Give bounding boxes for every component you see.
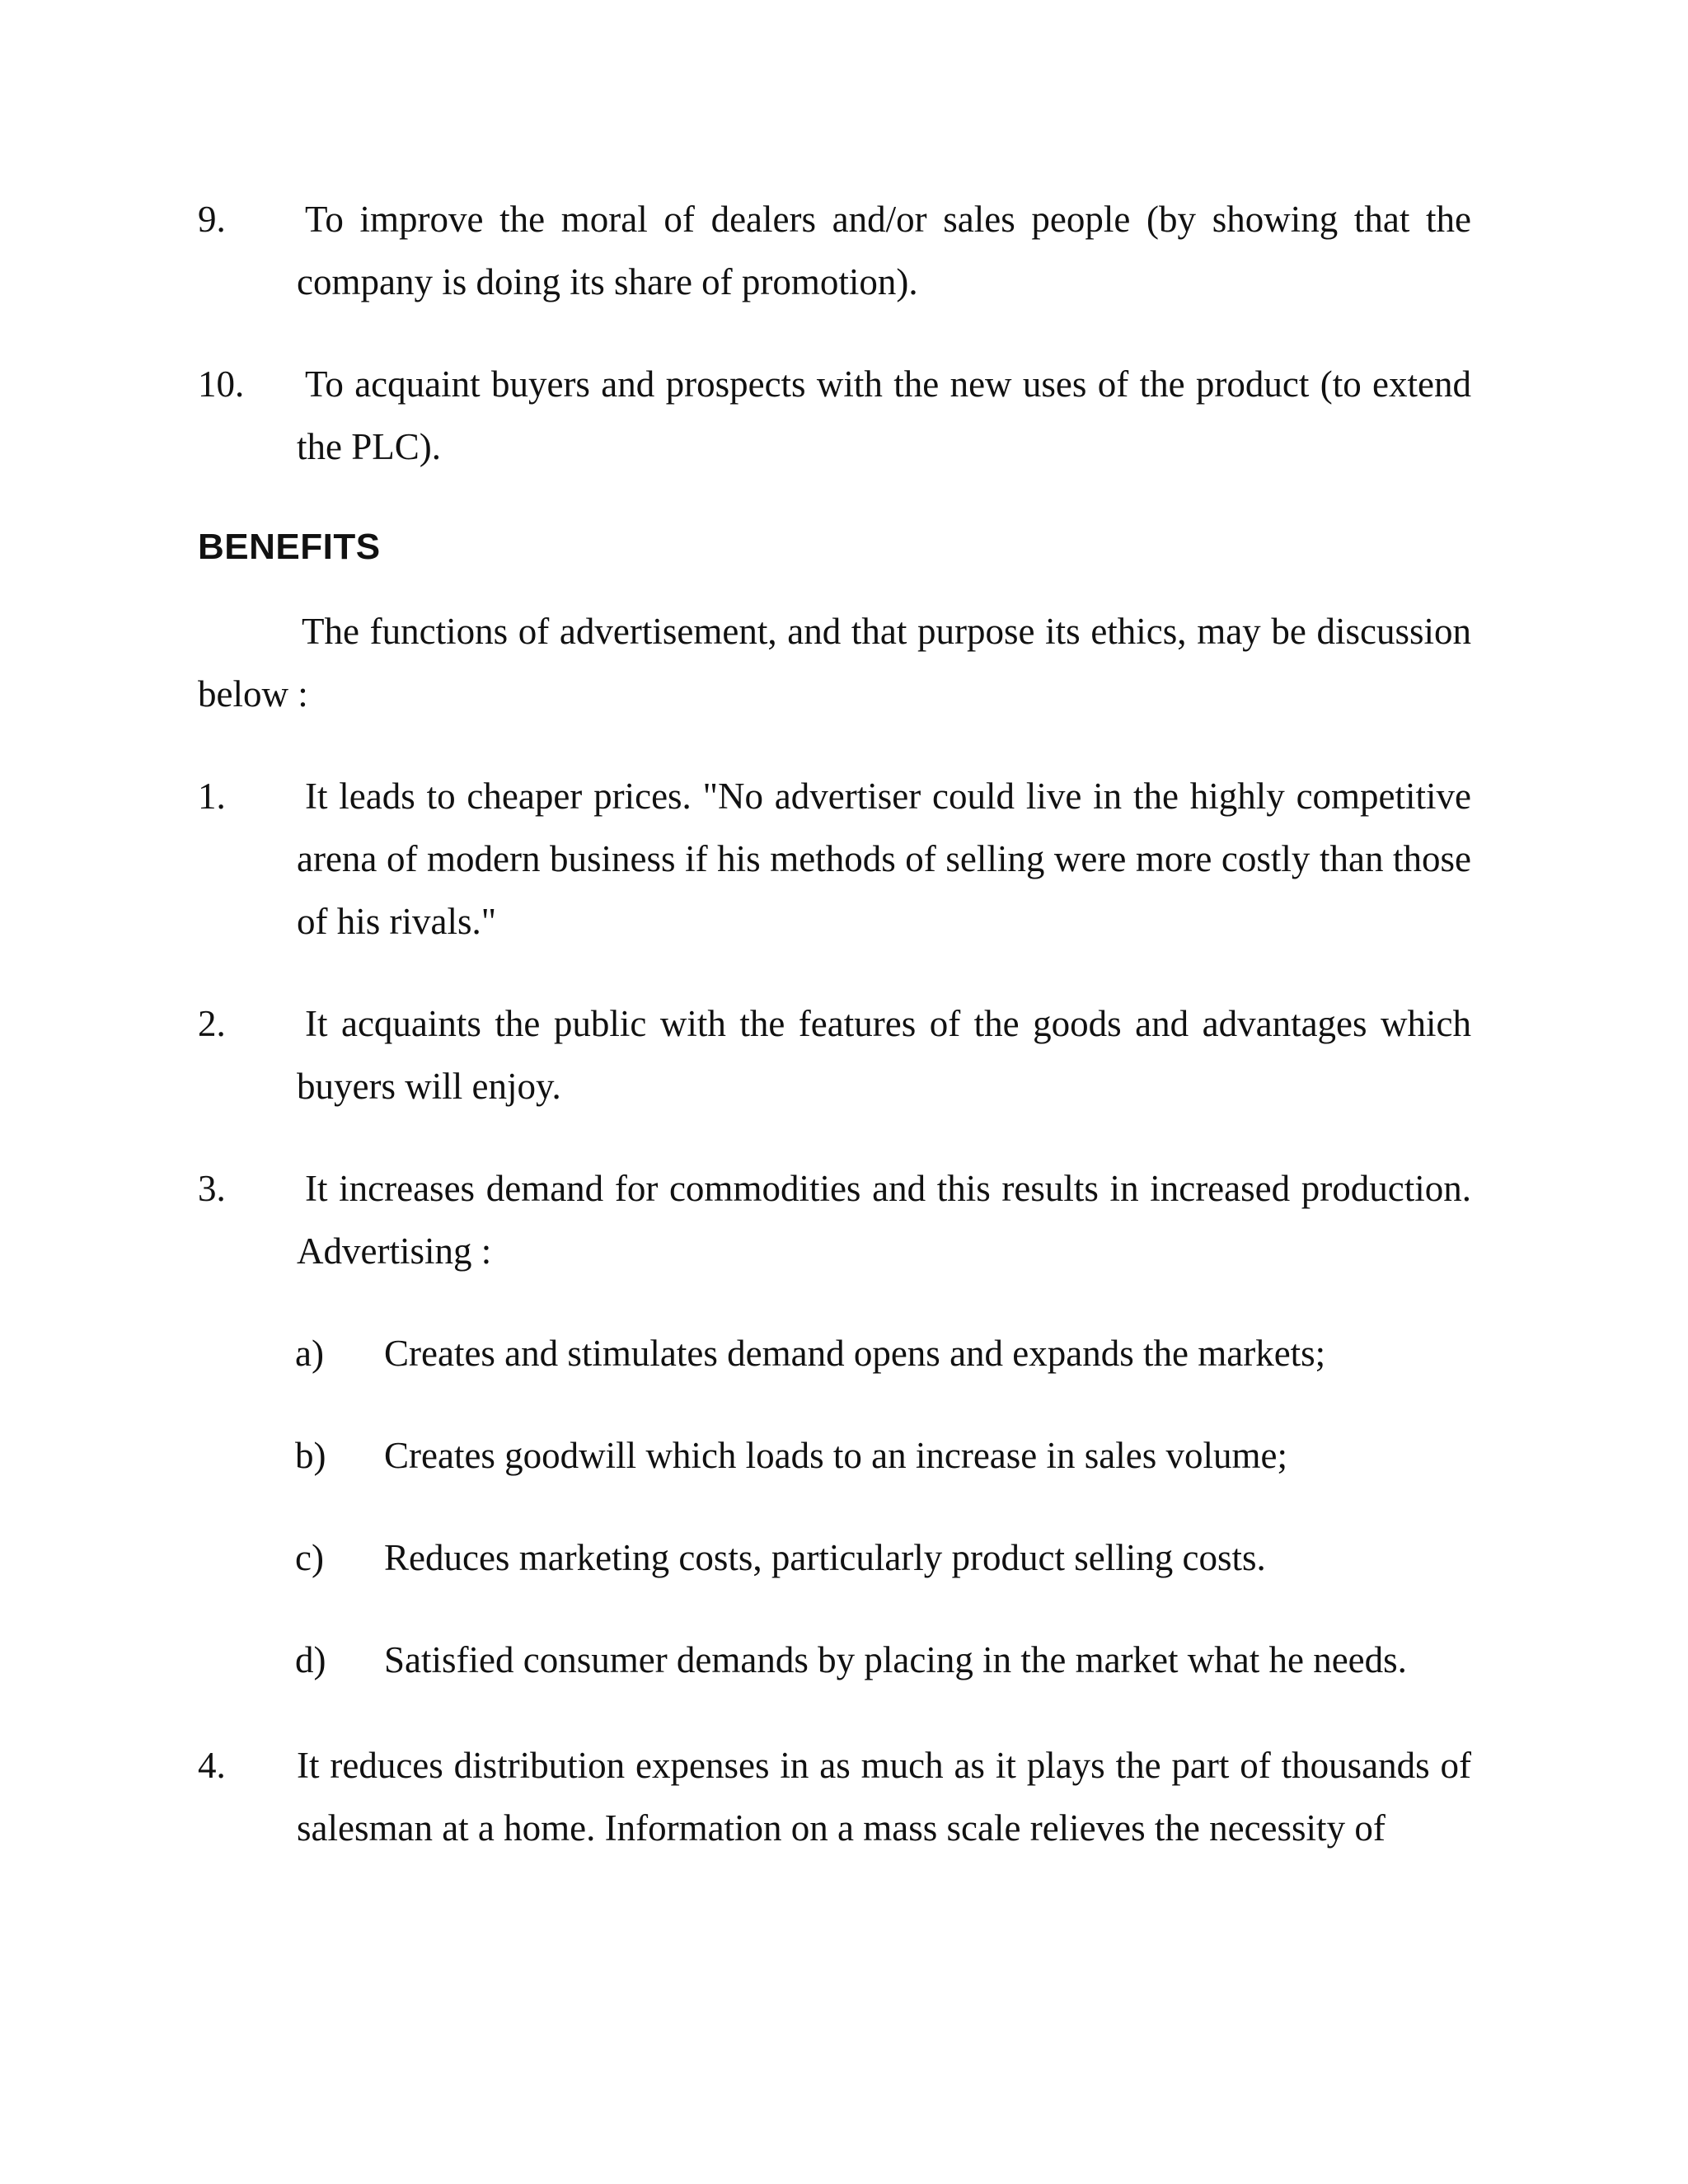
sub-item-d [295,1629,1471,1691]
sub-item-letter: b) [295,1435,326,1476]
list-item-10 [198,353,1471,478]
benefit-item-2 [198,992,1471,1118]
section-heading: BENEFITS [198,527,381,567]
item-number: 1. [198,776,226,817]
item-number: 9. [198,199,226,240]
item-text: It increases demand for commodities and this results in increased production. Advertising : [297,1168,1471,1272]
item-text: To acquaint buyers and prospects with the new uses of the product (to extend the PLC). [297,363,1471,467]
sub-item-letter: d) [295,1639,326,1680]
item-text: It acquaints the public with the features of the goods and advantages which buyers will enjoy. [297,1003,1471,1107]
item-number: 3. [198,1168,226,1209]
benefit-item-4 [198,1734,1471,1859]
sub-item-text: Satisfied consumer demands by placing in the market what he needs. [384,1639,1407,1680]
sub-item-letter: c) [295,1537,324,1578]
sub-item-letter: a) [295,1333,324,1374]
item-number: 10. [198,363,245,405]
item-text: It leads to cheaper prices. "No advertiser could live in the highly competitive arena of modern business if his methods of selling were more costly than those of his rivals." [297,776,1471,942]
intro-paragraph: The functions of advertisement, and that purpose its ethics, may be discussion below : [198,611,1471,715]
item-text: To improve the moral of dealers and/or sales people (by showing that the company is doing its share of promotion). [297,199,1471,302]
benefit-item-1 [198,765,1471,953]
sub-item-a [295,1322,1471,1385]
sub-item-text: Creates and stimulates demand opens and expands the markets; [384,1333,1326,1374]
sub-item-b [295,1424,1471,1487]
sub-item-c [295,1526,1471,1589]
item-number: 4. [198,1745,226,1786]
item-number: 2. [198,1003,226,1044]
benefit-item-3 [198,1157,1471,1282]
item-text: It reduces distribution expenses in as much as it plays the part of thousands of salesman at a home. Information on a mass scale relieves the necessity of [297,1745,1471,1849]
sub-item-text: Creates goodwill which loads to an increase in sales volume; [384,1435,1287,1476]
sub-item-text: Reduces marketing costs, particularly product selling costs. [384,1537,1266,1578]
list-item-9 [198,188,1471,313]
